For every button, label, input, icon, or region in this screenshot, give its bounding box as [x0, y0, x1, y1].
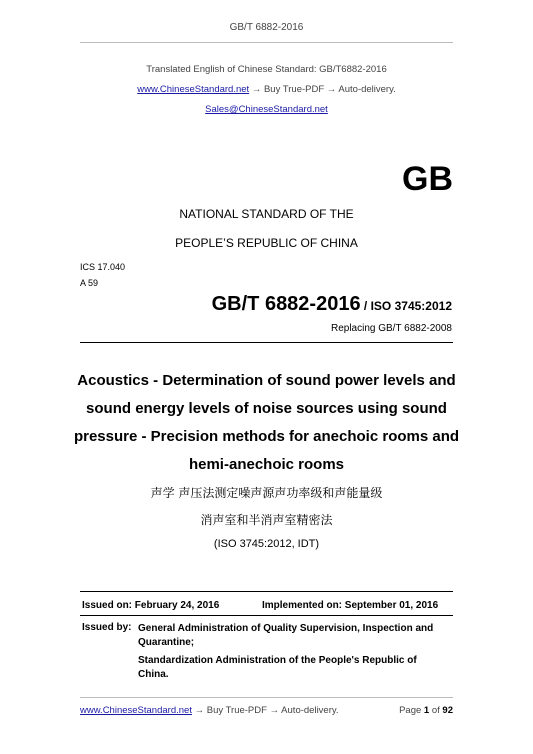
page-current: 1 [423, 705, 430, 716]
footer-site-link[interactable]: www.ChineseStandard.net [80, 705, 192, 716]
title-line-1: Acoustics - Determination of sound power levels and [77, 372, 456, 389]
header-divider [80, 42, 453, 43]
chinesestandard-link[interactable]: www.ChineseStandard.net [137, 84, 250, 95]
classification-code: A 59 [80, 278, 99, 288]
page-total: 92 [442, 705, 453, 716]
page-label: Page [399, 705, 422, 716]
replacing-note: Replacing GB/T 6882-2008 [330, 323, 452, 334]
national-standard-line2: PEOPLE’S REPUBLIC OF CHINA [175, 236, 358, 250]
chinese-title-line-1: 声学 声压法测定噪声源声功率级和声能量级 [150, 486, 383, 500]
standard-number [212, 293, 452, 316]
standard-number-main: GB/T 6882-2016 [211, 293, 361, 315]
title-divider [80, 342, 453, 343]
issued-by-line-2: Quarantine; [138, 637, 195, 648]
footer-divider [80, 697, 453, 698]
header-doc-code: GB/T 6882-2016 [229, 22, 304, 33]
title-line-3: pressure - Precision methods for anechoic rooms and [73, 428, 460, 445]
footer-buy-line [80, 705, 339, 716]
issued-on-date: Issued on: February 24, 2016 [82, 600, 220, 611]
gb-logo: GB [402, 160, 453, 198]
page-of: of [431, 705, 440, 716]
sales-email-link[interactable]: Sales@ChineseStandard.net [205, 104, 328, 115]
issued-by-line-4: China. [138, 669, 169, 680]
ics-code: ICS 17.040 [80, 262, 126, 272]
dates-bottom-divider [80, 615, 453, 616]
implemented-on-date: Implemented on: September 01, 2016 [262, 600, 439, 611]
issued-by-line-1: General Administration of Quality Supervision, Inspection and [138, 623, 434, 634]
dates-top-divider [80, 591, 453, 592]
iso-reference: / ISO 3745:2012 [360, 299, 452, 313]
issued-by-label: Issued by: [82, 622, 132, 633]
buy-pdf-text: → Buy True-PDF → Auto-delivery. [249, 84, 396, 95]
title-line-2: sound energy levels of noise sources using sound [86, 400, 447, 417]
footer-buy-text: → Buy True-PDF → Auto-delivery. [191, 705, 339, 716]
chinese-title-line-2: 消声室和半消声室精密法 [200, 513, 333, 527]
issued-by-line-3: Standardization Administration of the People's Republic of [138, 655, 417, 666]
iso-equivalence: (ISO 3745:2012, IDT) [213, 538, 320, 550]
title-line-4: hemi-anechoic rooms [188, 456, 345, 473]
email-line [0, 104, 533, 115]
page-indicator [399, 705, 453, 716]
translation-line: Translated English of Chinese Standard: GB/T6882-2016 [146, 64, 387, 75]
translation-buy-line [0, 84, 533, 95]
national-standard-line1: NATIONAL STANDARD OF THE [179, 207, 354, 221]
